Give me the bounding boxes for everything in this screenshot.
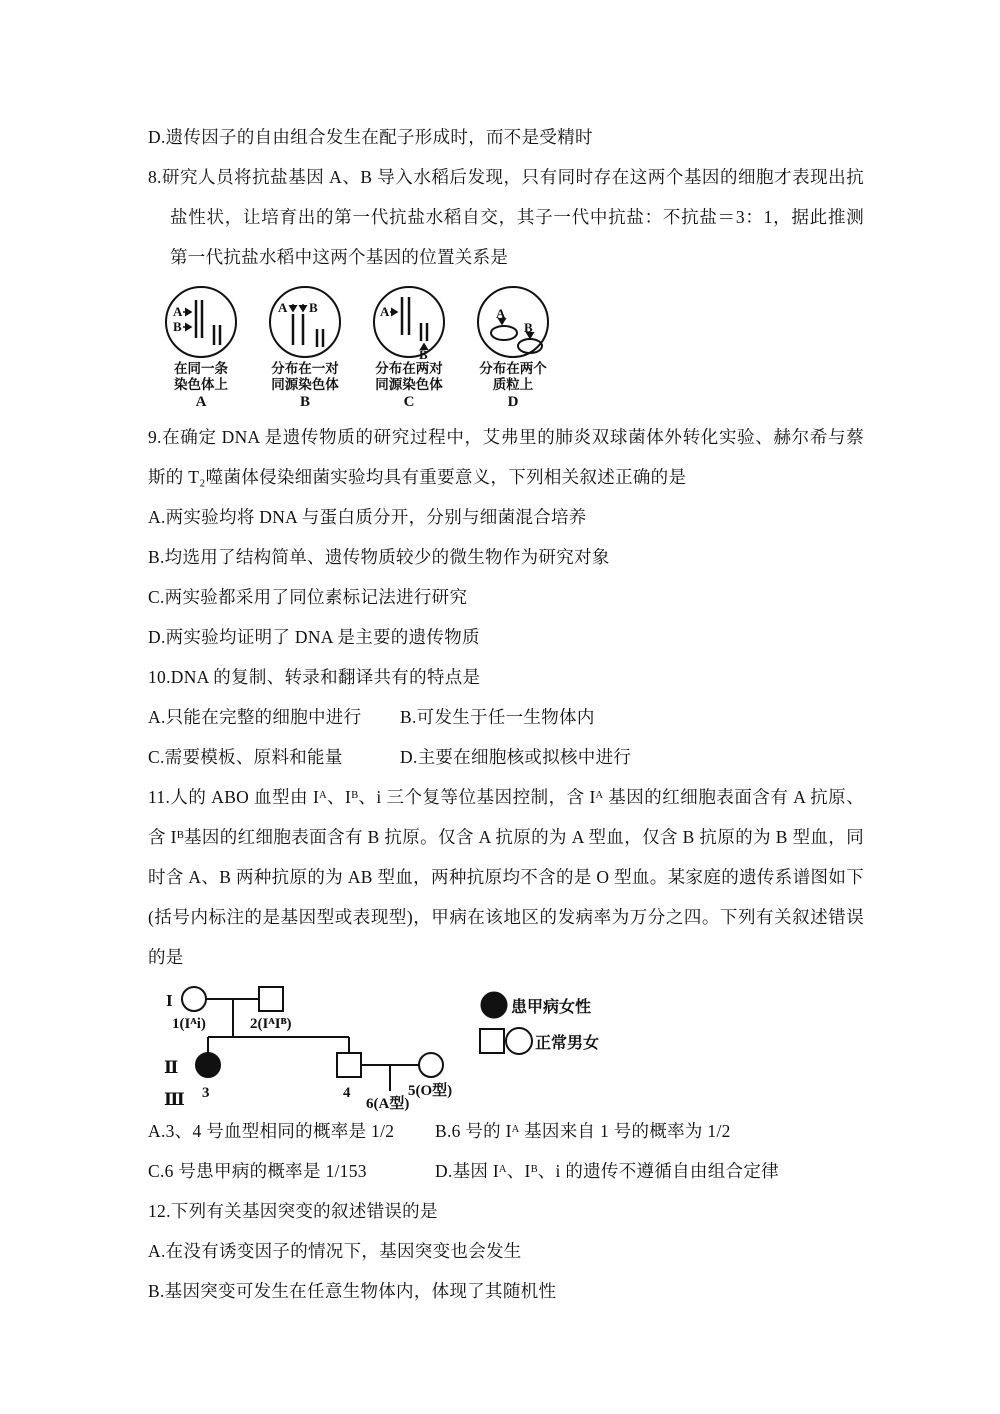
q10-stem: 10.DNA 的复制、转录和翻译共有的特点是	[148, 667, 481, 687]
member-1-female-symbol	[182, 987, 206, 1011]
cell-c-diagram	[360, 283, 458, 361]
gene-b-label: B	[173, 319, 182, 334]
q10-options-row-1	[148, 697, 864, 737]
q9-option-c: C.两实验都采用了同位素标记法进行研究	[148, 587, 468, 607]
generation-iii-label: Ⅲ	[164, 1090, 185, 1109]
cell-b-diagram	[256, 283, 354, 361]
cell-c-caption-line1: 分布在两对	[375, 361, 443, 376]
q11-stem: 11.人的 ABO 血型由 Iᴬ、Iᴮ、i 三个复等位基因控制，含 Iᴬ 基因的红细胞表面含有 A 抗原、含 Iᴮ基因的红细胞表面含有 B 抗原。仅含 A 抗原的为 A 型血，仅含 B 抗原的为 B 型血，同时含 A、B 两种抗原的为 AB 型血，两种抗原均不含的是 O 型血。某家庭的遗传系谱图如下(括号内标注的是基因型或表现型)，甲病在该地区的发病率为万分之四。下列有关叙述错误的是	[148, 787, 864, 967]
member-4-male-symbol	[337, 1053, 361, 1077]
q10-options-row-2	[148, 737, 864, 777]
q8-figure-option-d	[464, 283, 562, 415]
gene-b-label: B	[419, 347, 428, 361]
plasmid-a	[491, 326, 517, 340]
member-2-male-symbol	[259, 987, 283, 1011]
exam-content	[148, 117, 864, 1311]
legend-affected-female-symbol	[481, 992, 507, 1018]
cell-b-caption-line2: 同源染色体	[271, 377, 339, 392]
q11-option-d: D.基因 Iᴬ、Iᴮ、i 的遗传不遵循自由组合定律	[435, 1161, 779, 1181]
q8-figure-option-c	[360, 283, 458, 415]
q7-option-d: D.遗传因子的自由组合发生在配子形成时，而不是受精时	[148, 127, 593, 147]
member-5-label: 5(O型)	[408, 1083, 453, 1099]
gene-a-label: A	[496, 306, 506, 321]
q8-stem: 8.研究人员将抗盐基因 A、B 导入水稻后发现，只有同时存在这两个基因的细胞才表现出抗盐性状，让培育出的第一代抗盐水稻自交，其子一代中抗盐：不抗盐＝3：1，据此推测第一代抗盐水稻中这两个基因的位置关系是	[148, 167, 864, 267]
member-6-label: 6(A型)	[366, 1096, 410, 1111]
gene-b-label: B	[309, 300, 318, 315]
legend-normal-male-symbol	[480, 1029, 504, 1053]
q11-option-c: C.6 号患甲病的概率是 1/153	[148, 1161, 367, 1181]
q9-option-d: D.两实验均证明了 DNA 是主要的遗传物质	[148, 627, 480, 647]
q11-options-row-2	[148, 1151, 864, 1191]
member-3-label: 3	[202, 1085, 210, 1101]
cell-d-letter: D	[507, 394, 519, 410]
q8-figure-option-a	[152, 283, 250, 415]
q11-option-a: A.3、4 号血型相同的概率是 1/2	[148, 1121, 395, 1141]
member-5-female-symbol	[419, 1053, 443, 1077]
cell-b-caption-line1: 分布在一对	[271, 361, 339, 376]
cell-a-caption-line2: 染色体上	[174, 377, 228, 392]
member-3-affected-female-symbol	[196, 1053, 220, 1077]
cell-d-diagram	[464, 283, 562, 361]
cell-c-caption-line2: 同源染色体	[375, 377, 443, 392]
q8-figure-option-b	[256, 283, 354, 415]
gene-a-label: A	[173, 304, 183, 319]
cell-a-caption-line1: 在同一条	[174, 361, 228, 376]
cell-a-diagram	[152, 283, 250, 361]
generation-i-label: I	[166, 991, 173, 1010]
cell-b-letter: B	[299, 394, 310, 410]
cell-d-caption-line1: 分布在两个	[479, 361, 547, 376]
q10-option-a: A.只能在完整的细胞中进行	[148, 707, 362, 727]
generation-ii-label: Ⅱ	[164, 1058, 179, 1077]
q11-options-row-1	[148, 1111, 864, 1151]
q9-option-a: A.两实验均将 DNA 与蛋白质分开，分别与细菌混合培养	[148, 507, 587, 527]
legend-affected-female-label: 患甲病女性	[511, 999, 592, 1016]
gene-a-label: A	[380, 304, 390, 319]
q11-option-b: B.6 号的 Iᴬ 基因来自 1 号的概率为 1/2	[435, 1121, 731, 1141]
q9-stem: 9.在确定 DNA 是遗传物质的研究过程中，艾弗里的肺炎双球菌体外转化实验、赫尔希与蔡斯的 T₂噬菌体侵染细菌实验均具有重要意义，下列相关叙述正确的是	[148, 427, 864, 487]
q10-option-c: C.需要模板、原料和能量	[148, 747, 343, 767]
q10-option-b: B.可发生于任一生物体内	[400, 707, 595, 727]
q11-pedigree-figure	[164, 979, 864, 1111]
legend-normal-label: 正常男女	[535, 1035, 600, 1052]
member-1-label: 1(Iᴬi)	[172, 1016, 206, 1032]
gene-b-label: B	[524, 320, 533, 335]
cell-a-letter: A	[195, 394, 207, 410]
cell-c-letter: C	[403, 394, 415, 410]
q12-option-a: A.在没有诱变因子的情况下，基因突变也会发生	[148, 1241, 522, 1261]
q12-stem: 12.下列有关基因突变的叙述错误的是	[148, 1201, 438, 1221]
gene-a-label: A	[278, 300, 288, 315]
q10-option-d: D.主要在细胞核或拟核中进行	[400, 747, 632, 767]
cell-d-caption-line2: 质粒上	[492, 377, 534, 392]
pedigree-diagram	[164, 979, 644, 1111]
q8-figure	[152, 283, 864, 415]
q9-option-b: B.均选用了结构简单、遗传物质较少的微生物作为研究对象	[148, 547, 610, 567]
member-4-label: 4	[343, 1085, 351, 1101]
cell-membrane	[478, 287, 548, 357]
legend-normal-female-symbol	[506, 1028, 532, 1054]
q12-option-b: B.基因突变可发生在任意生物体内，体现了其随机性	[148, 1281, 557, 1301]
cell-membrane	[270, 287, 340, 357]
member-2-label: 2(IᴬIᴮ)	[250, 1016, 292, 1032]
